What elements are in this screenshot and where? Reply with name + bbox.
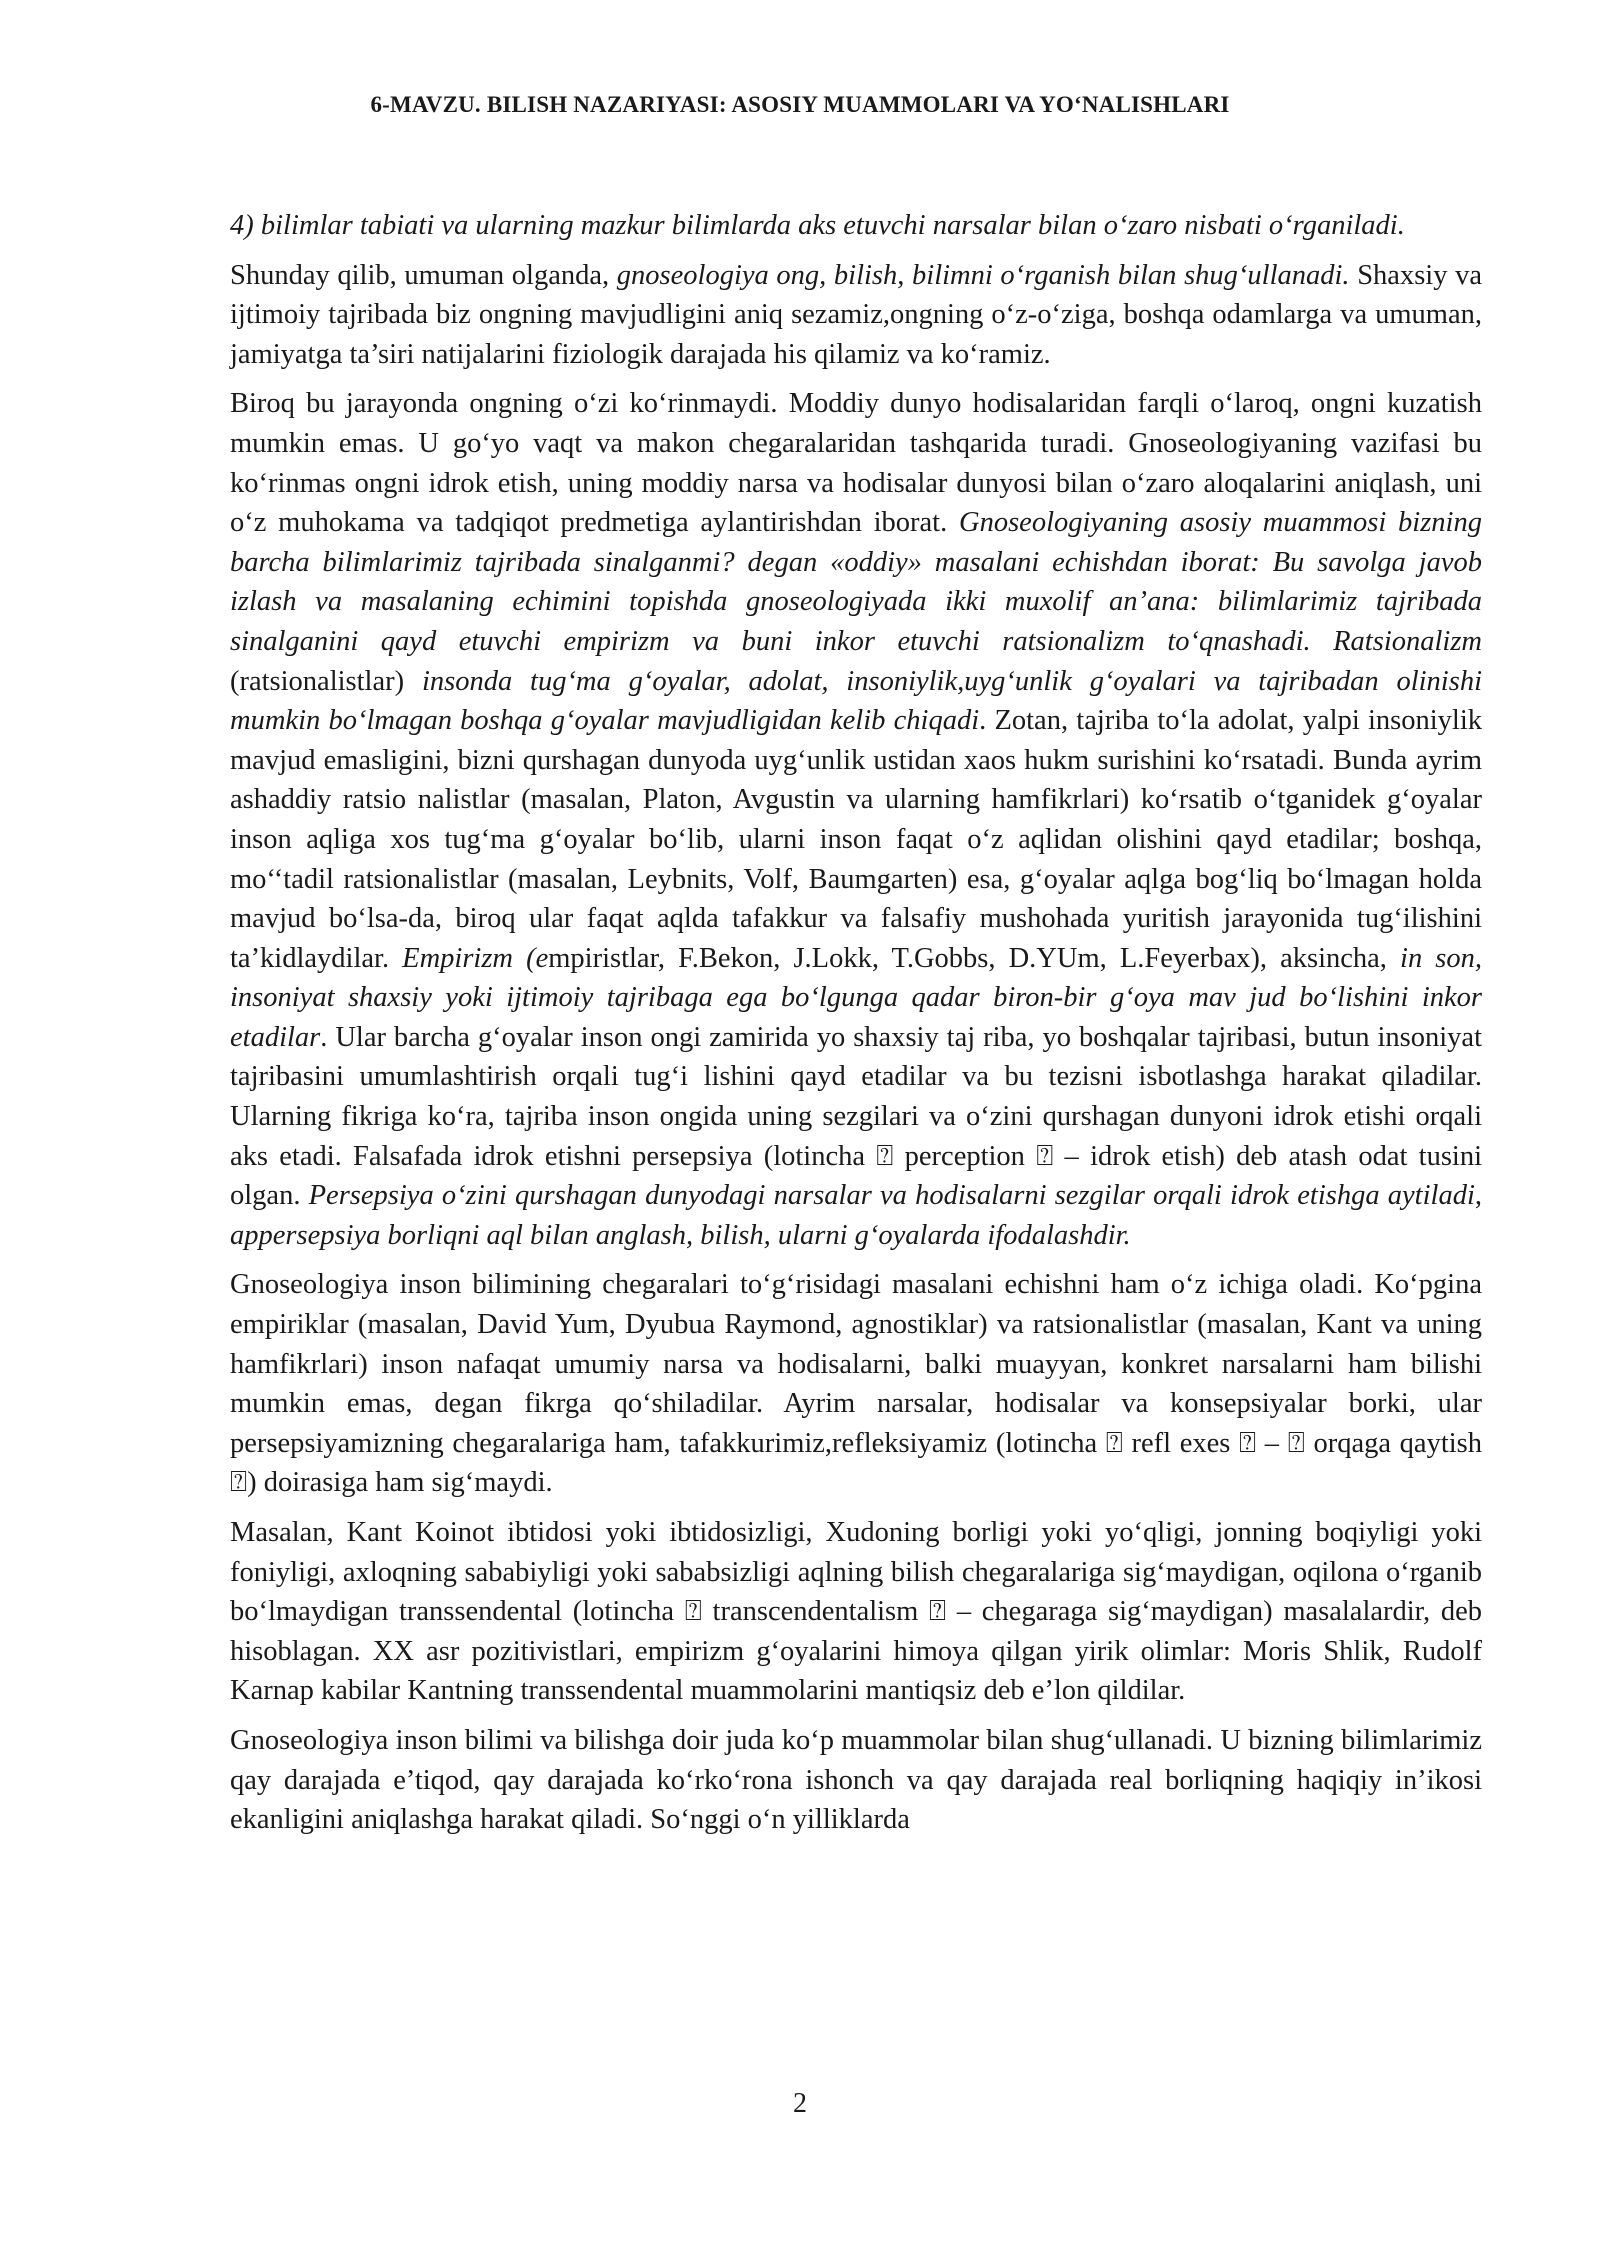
list-item [230,206,1482,246]
italic-text-run: gnoseologiya ong, bilish, bilimni o‘rganish bilan shug‘ullanadi. [616,259,1350,291]
text-run: (ratsionalistlar) [230,665,422,697]
italic-text-run: Persepsiya o‘zini qurshagan dunyodagi narsalar va hodisalarni sezgilar orqali idrok etishga aytiladi [308,1180,1475,1212]
paragraph [230,1513,1482,1711]
text-run: Masalan, Kant Koinot ibtidosi yoki ibtidosizligi, Xudoning borligi yoki yo‘qligi, jonning boqiyligi yoki foniyligi, axloqning sababiyligi yoki sababsizligi aqlning bilish chegaralariga sig‘maydigan, oqilona o‘rganib bo‘lmaydigan transsendental (lotincha ⍰ transcendentalism ⍰ – chegaraga sig‘maydigan) masalalardir, deb hisoblagan. XX asr pozitivistlari, empirizm g‘oyalarini himoya qilgan yirik olimlar: Moris Shlik, Rudolf Karnap kabilar Kantning transsendental muammolarini mantiqsiz deb e’lon qildilar. [230,1517,1482,1707]
text-run: Shaxsiy va ijtimoiy tajribada biz ongning mavjudligini aniq sezamiz,ongning o‘z-o‘ziga, boshqa odamlarga va umuman, jamiyatga ta’siri natijalarini fiziologik darajada his qilamiz va ko‘ramiz. [230,259,1482,370]
document-body [230,206,1482,1850]
text-run: mpiristlar, F.Bekon, J.Lokk, T.Gobbs, D.YUm, L.Feyerbax), aksincha, [548,942,1401,974]
text-run: Shunday qilib, umuman olganda, [230,259,617,291]
paragraph [230,256,1482,375]
italic-text-run: Empirizm (e [402,942,549,974]
italic-text-run: Gnoseologiyaning asosiy muammosi bizning barcha bilimlarimiz tajribada sinalganmi? degan «oddiy» masalani echishdan iborat: Bu savolga javob izlash va masalaning echimini topishda gnoseologiyada ikki muxolif an’ana: bilimlarimiz tajribada sinalganini qayd etuvchi empirizm va buni inkor etuvchi ratsionalizm to‘qnashadi. Ratsionalizm [230,507,1482,657]
page-number: 2 [793,2088,807,2119]
italic-text-run: appersepsiya borliqni aql bilan anglash, bilish, ularni g‘oyalarda ifodalashdir. [230,1219,1131,1251]
italic-text-run: insonda tug‘ma g‘oyalar, adolat, insoniylik,uyg‘unlik g‘oyalari va tajribadan olinishi mumkin bo‘lmagan boshqa g‘oyalar mavjudligidan kelib chiqadi [230,665,1482,737]
paragraph [230,384,1482,1255]
page-header-title: 6-MAVZU. BILISH NAZARIYASI: ASOSIY MUAMMOLARI VA YO‘NALISHLARI [370,92,1230,117]
text-run: . Zotan, tajriba to‘la adolat, yalpi insoniylik mavjud emasligini, bizni qurshagan dunyoda uyg‘unlik ustidan xaos hukm surishini ko‘rsatadi. Bunda ayrim ashaddiy ratsio nalistlar (masalan, Platon, Avgustin va ularning hamfikrlari) ko‘rsatib o‘tganidek g‘oyalar inson aqliga xos tug‘ma g‘oyalar bo‘lib, ularni inson faqat o‘z aqlidan olishini qayd etadilar; boshqa, mo‘‘tadil ratsionalistlar (masalan, Leybnits, Volf, Baumgarten) esa, g‘oyalar aqlga bog‘liq bo‘lmagan holda mavjud bo‘lsa-da, biroq ular faqat aqlda tafakkur va falsafiy mushohada yuritish jarayonida tug‘ilishini ta’kidlaydilar. [230,705,1482,974]
text-run: Gnoseologiya inson bilimi va bilishga doir juda ko‘p muammolar bilan shug‘ullanadi. U bizning bilimlarimiz qay darajada e’tiqod, qay darajada ko‘rko‘rona ishonch va qay darajada real borliqning haqiqiy in’ikosi ekanligini aniqlashga harakat qiladi. So‘nggi o‘n yilliklarda [230,1724,1482,1836]
paragraph [230,1265,1482,1503]
italic-text-run: 4) bilimlar tabiati va ularning mazkur bilimlarda aks etuvchi narsalar bilan o‘zaro nisbati o‘rganiladi. [230,210,1405,241]
text-run: Biroq bu jarayonda ongning o‘zi ko‘rinmaydi. Moddiy dunyo hodisalaridan farqli o‘laroq, ongni kuzatish mumkin emas. U go‘yo vaqt va makon chegaralaridan tashqarida turadi. Gnoseologiyaning vazifasi bu ko‘rinmas ongni idrok etish, uning moddiy narsa va hodisalar dunyosi bilan o‘zaro aloqalarini aniqlash, uni o‘z muhokama va tadqiqot predmetiga aylantirishdan iborat. [230,388,1482,539]
text-run: Gnoseologiya inson bilimining chegaralari to‘g‘risidagi masalani echishni ham o‘z ichiga oladi. Ko‘pgina empiriklar (masalan, David Yum, Dyubua Raymond, agnostiklar) va ratsionalistlar (masalan, Kant va uning hamfikrlari) inson nafaqat umumiy narsa va hodisalarni, balki muayyan, konkret narsalarni ham bilishi mumkin emas, degan fikrga qo‘shiladilar. Ayrim narsalar, hodisalar va konsepsiyalar borki, ular persepsiyamizning chegaralariga ham, tafakkurimiz,refleksiyamiz (lotincha ⍰ refl exes ⍰ – ⍰ orqaga qaytish ⍰) doirasiga ham sig‘maydi. [230,1269,1482,1499]
text-run: , [1474,1180,1482,1212]
text-run: . Ular barcha g‘oyalar inson ongi zamirida yo shaxsiy taj riba, yo boshqalar tajribasi, butun insoniyat tajribasini umumlashtirish orqali tug‘i lishini qayd etadilar va bu tezisni isbotlashga harakat qiladilar. Ularning fikriga ko‘ra, tajriba inson ongida uning sezgilari va o‘zini qurshagan dunyoni idrok etishi orqali aks etadi. Falsafada idrok etishni persepsiya (lotincha ⍰ perception ⍰ – idrok etish) deb atash odat tusini olgan. [230,1021,1482,1212]
italic-text-run: in son, insoniyat shaxsiy yoki ijtimoiy tajribaga ega bo‘lgunga qadar biron-bir g‘oya mav jud bo‘lishini inkor etadilar [230,942,1483,1053]
paragraph [230,1721,1482,1840]
